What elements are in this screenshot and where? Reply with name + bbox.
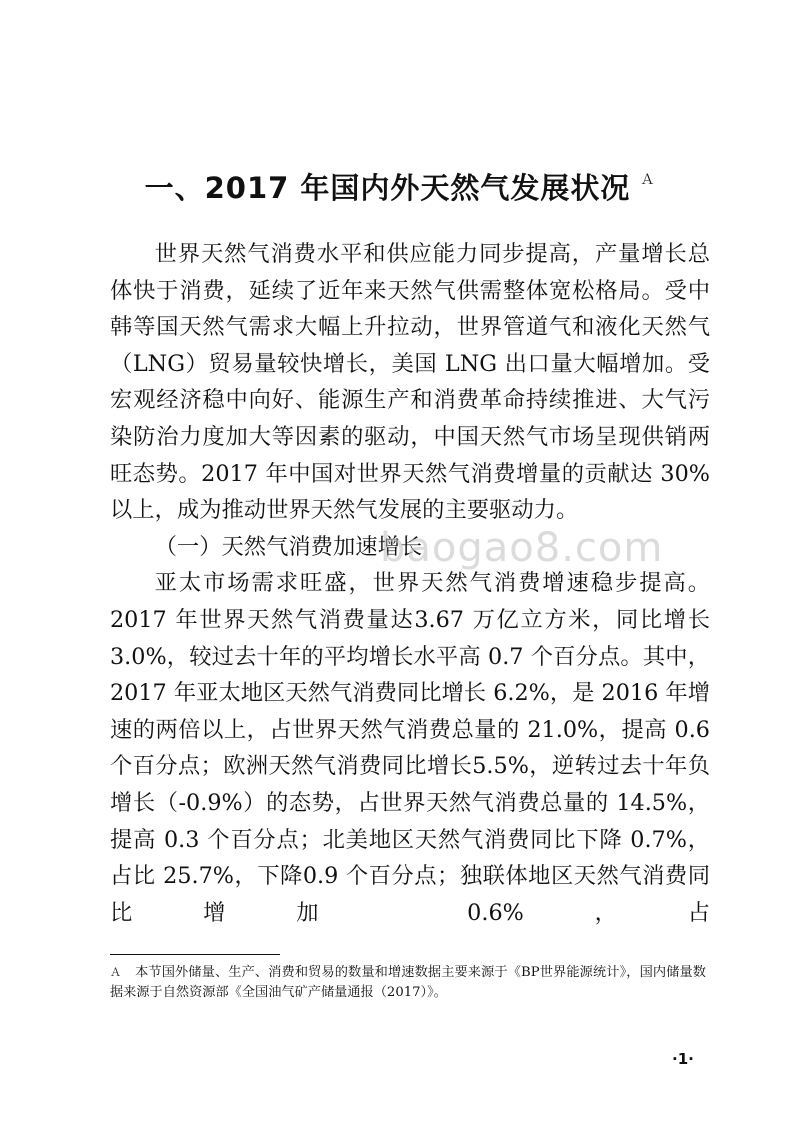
footnote-mark: Ａ	[110, 966, 122, 979]
watermark: baogao8.com	[380, 525, 664, 571]
section-paragraph: 亚太市场需求旺盛，世界天然气消费增速稳步提高。2017 年世界天然气消费量达3.67 万亿立方米，同比增长 3.0%，较过去十年的平均增长水平高 0.7 个百分点。其中，2017 年亚太地区天然气消费同比增长 6.2%，是 2016 年增速的两倍以上，占世界天然气消费总量的 21.0%，提高 0.6 个百分点；欧洲天然气消费同比增长5.5%，逆转过去十年负增长（-0.9%）的态势，占世界天然气消费总量的 14.5%，提高 0.3 个百分点；北美地区天然气消费同比下降 0.7%，占比 25.7%，下降0.9 个百分点；独联体地区天然气消费同比增加 0.6%，占	[110, 570, 710, 926]
footnote-divider	[110, 954, 280, 955]
title-footnote-mark: Ａ	[640, 172, 656, 188]
section-heading: （一）天然气消费加速增长	[154, 533, 423, 560]
footnote	[110, 963, 706, 1003]
body-text	[110, 236, 710, 931]
intro-paragraph: 世界天然气消费水平和供应能力同步提高，产量增长总体快于消费，延续了近年来天然气供需整体宽松格局。受中韩等国天然气需求大幅上升拉动，世界管道气和液化天然气（LNG）贸易量较快增长，美国 LNG 出口量大幅增加。受宏观经济稳中向好、能源生产和消费革命持续推进、大气污染防治力度加大等因素的驱动，中国天然气市场呈现供销两旺态势。2017 年中国对世界天然气消费增量的贡献达 30% 以上，成为推动世界天然气发展的主要驱动力。	[110, 241, 710, 524]
footnote-text: 本节国外储量、生产、消费和贸易的数量和增速数据主要来源于《BP世界能源统计》，国内储量数据来源于自然资源部《全国油气矿产储量通报（2017）》。	[110, 965, 706, 1000]
page-number: ·1·	[672, 1050, 694, 1068]
page-title-text: 一、2017 年国内外天然气发展状况	[144, 171, 631, 205]
page-title	[0, 160, 800, 208]
